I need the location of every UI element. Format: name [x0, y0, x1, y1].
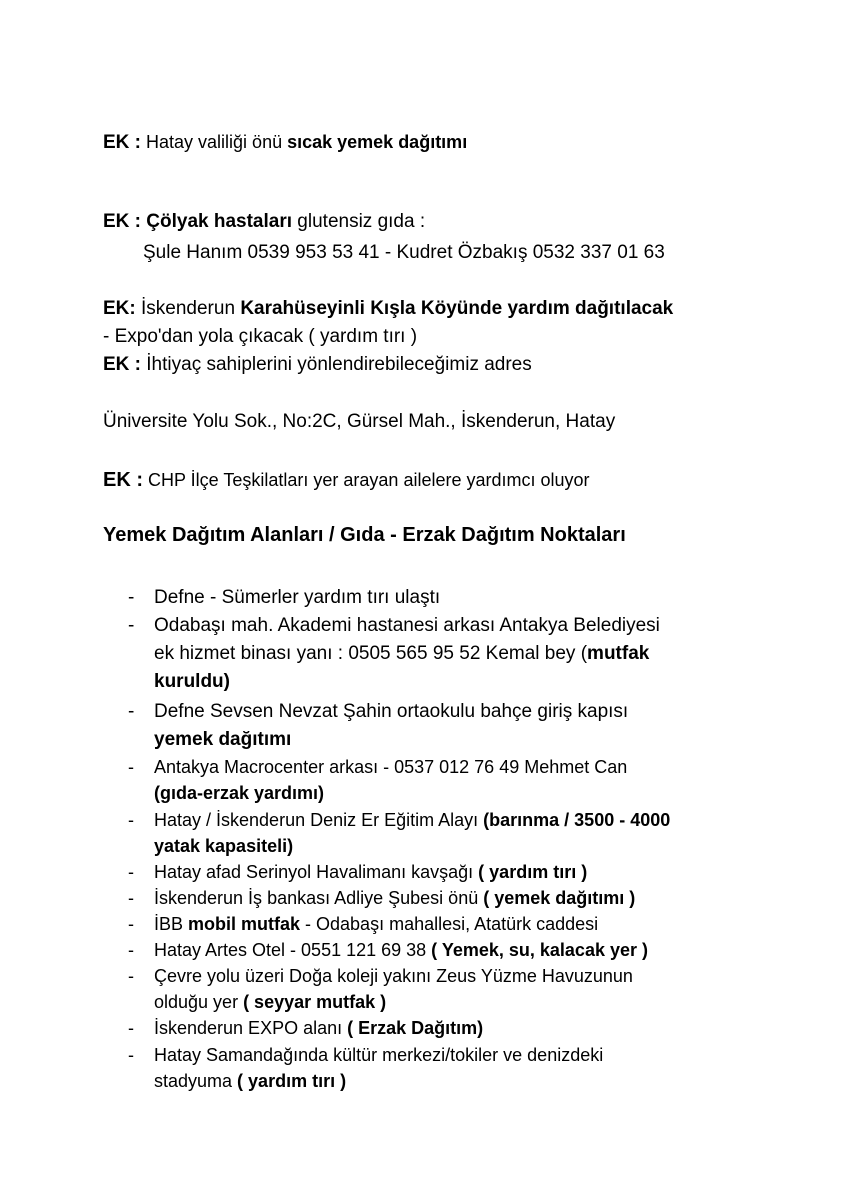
ek-label: EK : — [103, 211, 141, 232]
ek-label: EK : — [103, 354, 141, 375]
list-item-cont: yemek dağıtımı — [154, 729, 292, 750]
ek-text: glutensiz gıda : — [292, 211, 426, 232]
list-dash: - — [128, 757, 134, 777]
list-dash: - — [128, 587, 135, 608]
list-dash: - — [128, 701, 135, 722]
ek-note-3-line2: - Expo'dan yola çıkacak ( yardım tırı ) — [103, 326, 418, 347]
celiac-contacts: Şule Hanım 0539 953 53 41 - Kudret Özbakış 0532 337 01 63 — [143, 242, 665, 263]
list-dash: - — [128, 888, 134, 908]
list-dash: - — [128, 940, 134, 960]
ek-bold: Çölyak hastaları — [146, 211, 293, 232]
ek-label: EK : — [103, 469, 143, 491]
list-dash: - — [128, 615, 135, 636]
list-item-cont: yatak kapasiteli) — [154, 836, 294, 856]
ek-note-3 — [103, 298, 673, 320]
ek-text: İskenderun — [135, 298, 241, 319]
ek-text: Hatay valiliği önü — [146, 132, 288, 152]
list-dash: - — [128, 810, 134, 830]
list-dash: - — [128, 966, 134, 986]
list-dash: - — [128, 914, 134, 934]
ek-note-1 — [103, 132, 467, 154]
address: Üniversite Yolu Sok., No:2C, Gürsel Mah., İskenderun, Hatay — [103, 411, 616, 432]
ek-note-5 — [103, 469, 590, 492]
list-dash: - — [128, 1045, 134, 1065]
ek-label: EK : — [103, 132, 141, 153]
list-item-cont: kuruldu) — [154, 671, 230, 692]
ek-bold: Karahüseyinli Kışla Köyünde yardım dağıtılacak — [240, 298, 674, 319]
list-item-cont: ek hizmet binası yanı : 0505 565 95 52 Kemal bey (mutfak — [154, 643, 650, 664]
list-item-cont: olduğu yer ( seyyar mutfak ) — [154, 992, 387, 1012]
ek-text: İhtiyaç sahiplerini yönlendirebileceğimiz adres — [141, 354, 532, 375]
section-heading: Yemek Dağıtım Alanları / Gıda - Erzak Dağıtım Noktaları — [103, 524, 626, 546]
ek-text: CHP İlçe Teşkilatları yer arayan ailelere yardımcı oluyor — [143, 470, 590, 490]
list-item-cont: stadyuma ( yardım tırı ) — [154, 1071, 347, 1091]
ek-note-4 — [103, 354, 532, 376]
list-item-cont: (gıda-erzak yardımı) — [154, 783, 325, 803]
list-dash: - — [128, 1018, 134, 1038]
ek-label: EK: — [103, 298, 136, 319]
list-dash: - — [128, 862, 134, 882]
ek-note-2 — [103, 211, 425, 233]
ek-bold: sıcak yemek dağıtımı — [287, 132, 468, 152]
